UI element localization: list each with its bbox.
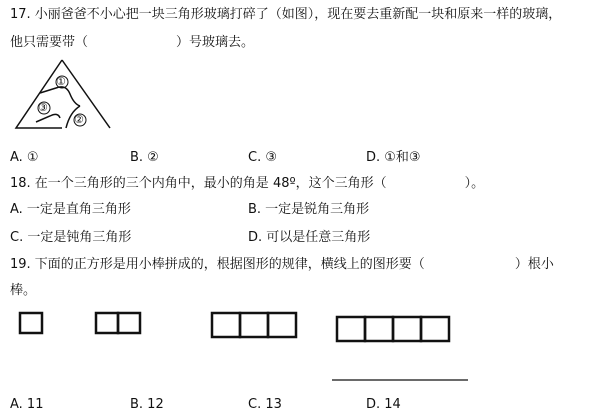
q18-option-c[interactable]: C. 一定是钝角三角形 bbox=[10, 230, 132, 245]
q19-stem-text: 19. 下面的正方形是用小棒拼成的，根据图形的规律，横线上的图形要（ bbox=[10, 257, 425, 272]
q18-option-d[interactable]: D. 可以是任意三角形 bbox=[248, 230, 371, 245]
q17-option-a[interactable]: A. ① bbox=[10, 150, 39, 165]
q18-option-b[interactable]: B. 一定是锐角三角形 bbox=[248, 202, 370, 217]
q17-stem-prefix: 他只需要带（ bbox=[10, 35, 89, 50]
q19-stem-suffix: ）根小 bbox=[514, 257, 554, 272]
q19-option-a[interactable]: A. 11 bbox=[10, 397, 44, 412]
q17-option-d[interactable]: D. ①和③ bbox=[366, 150, 421, 165]
pattern-fig-4 bbox=[337, 317, 449, 341]
q18-option-a[interactable]: A. 一定是直角三角形 bbox=[10, 202, 131, 217]
q18-stem-suffix: ）。 bbox=[464, 176, 485, 191]
q19-stem-line2: 棒。 bbox=[10, 283, 37, 298]
q17-option-b[interactable]: B. ② bbox=[130, 150, 159, 165]
q18-stem-text: 18. 在一个三角形的三个内角中，最小的角是 48º，这个三角形（ bbox=[10, 176, 387, 191]
pattern-fig-2 bbox=[96, 313, 140, 333]
piece-label-3: ③ bbox=[38, 101, 48, 114]
q17-option-c[interactable]: C. ③ bbox=[248, 150, 277, 165]
piece-label-2: ② bbox=[74, 113, 84, 126]
q19-option-c[interactable]: C. 13 bbox=[248, 397, 282, 412]
piece-label-1: ① bbox=[56, 75, 66, 88]
q17-stem-suffix: ）号玻璃去。 bbox=[176, 35, 255, 50]
q19-option-b[interactable]: B. 12 bbox=[130, 397, 164, 412]
q17-stem-line1: 17. 小丽爸爸不小心把一块三角形玻璃打碎了（如图），现在要去重新配一块和原来一样的玻璃， bbox=[10, 7, 562, 22]
q19-option-d[interactable]: D. 14 bbox=[366, 397, 401, 412]
pattern-fig-1 bbox=[20, 313, 42, 333]
pattern-fig-3 bbox=[212, 313, 296, 337]
